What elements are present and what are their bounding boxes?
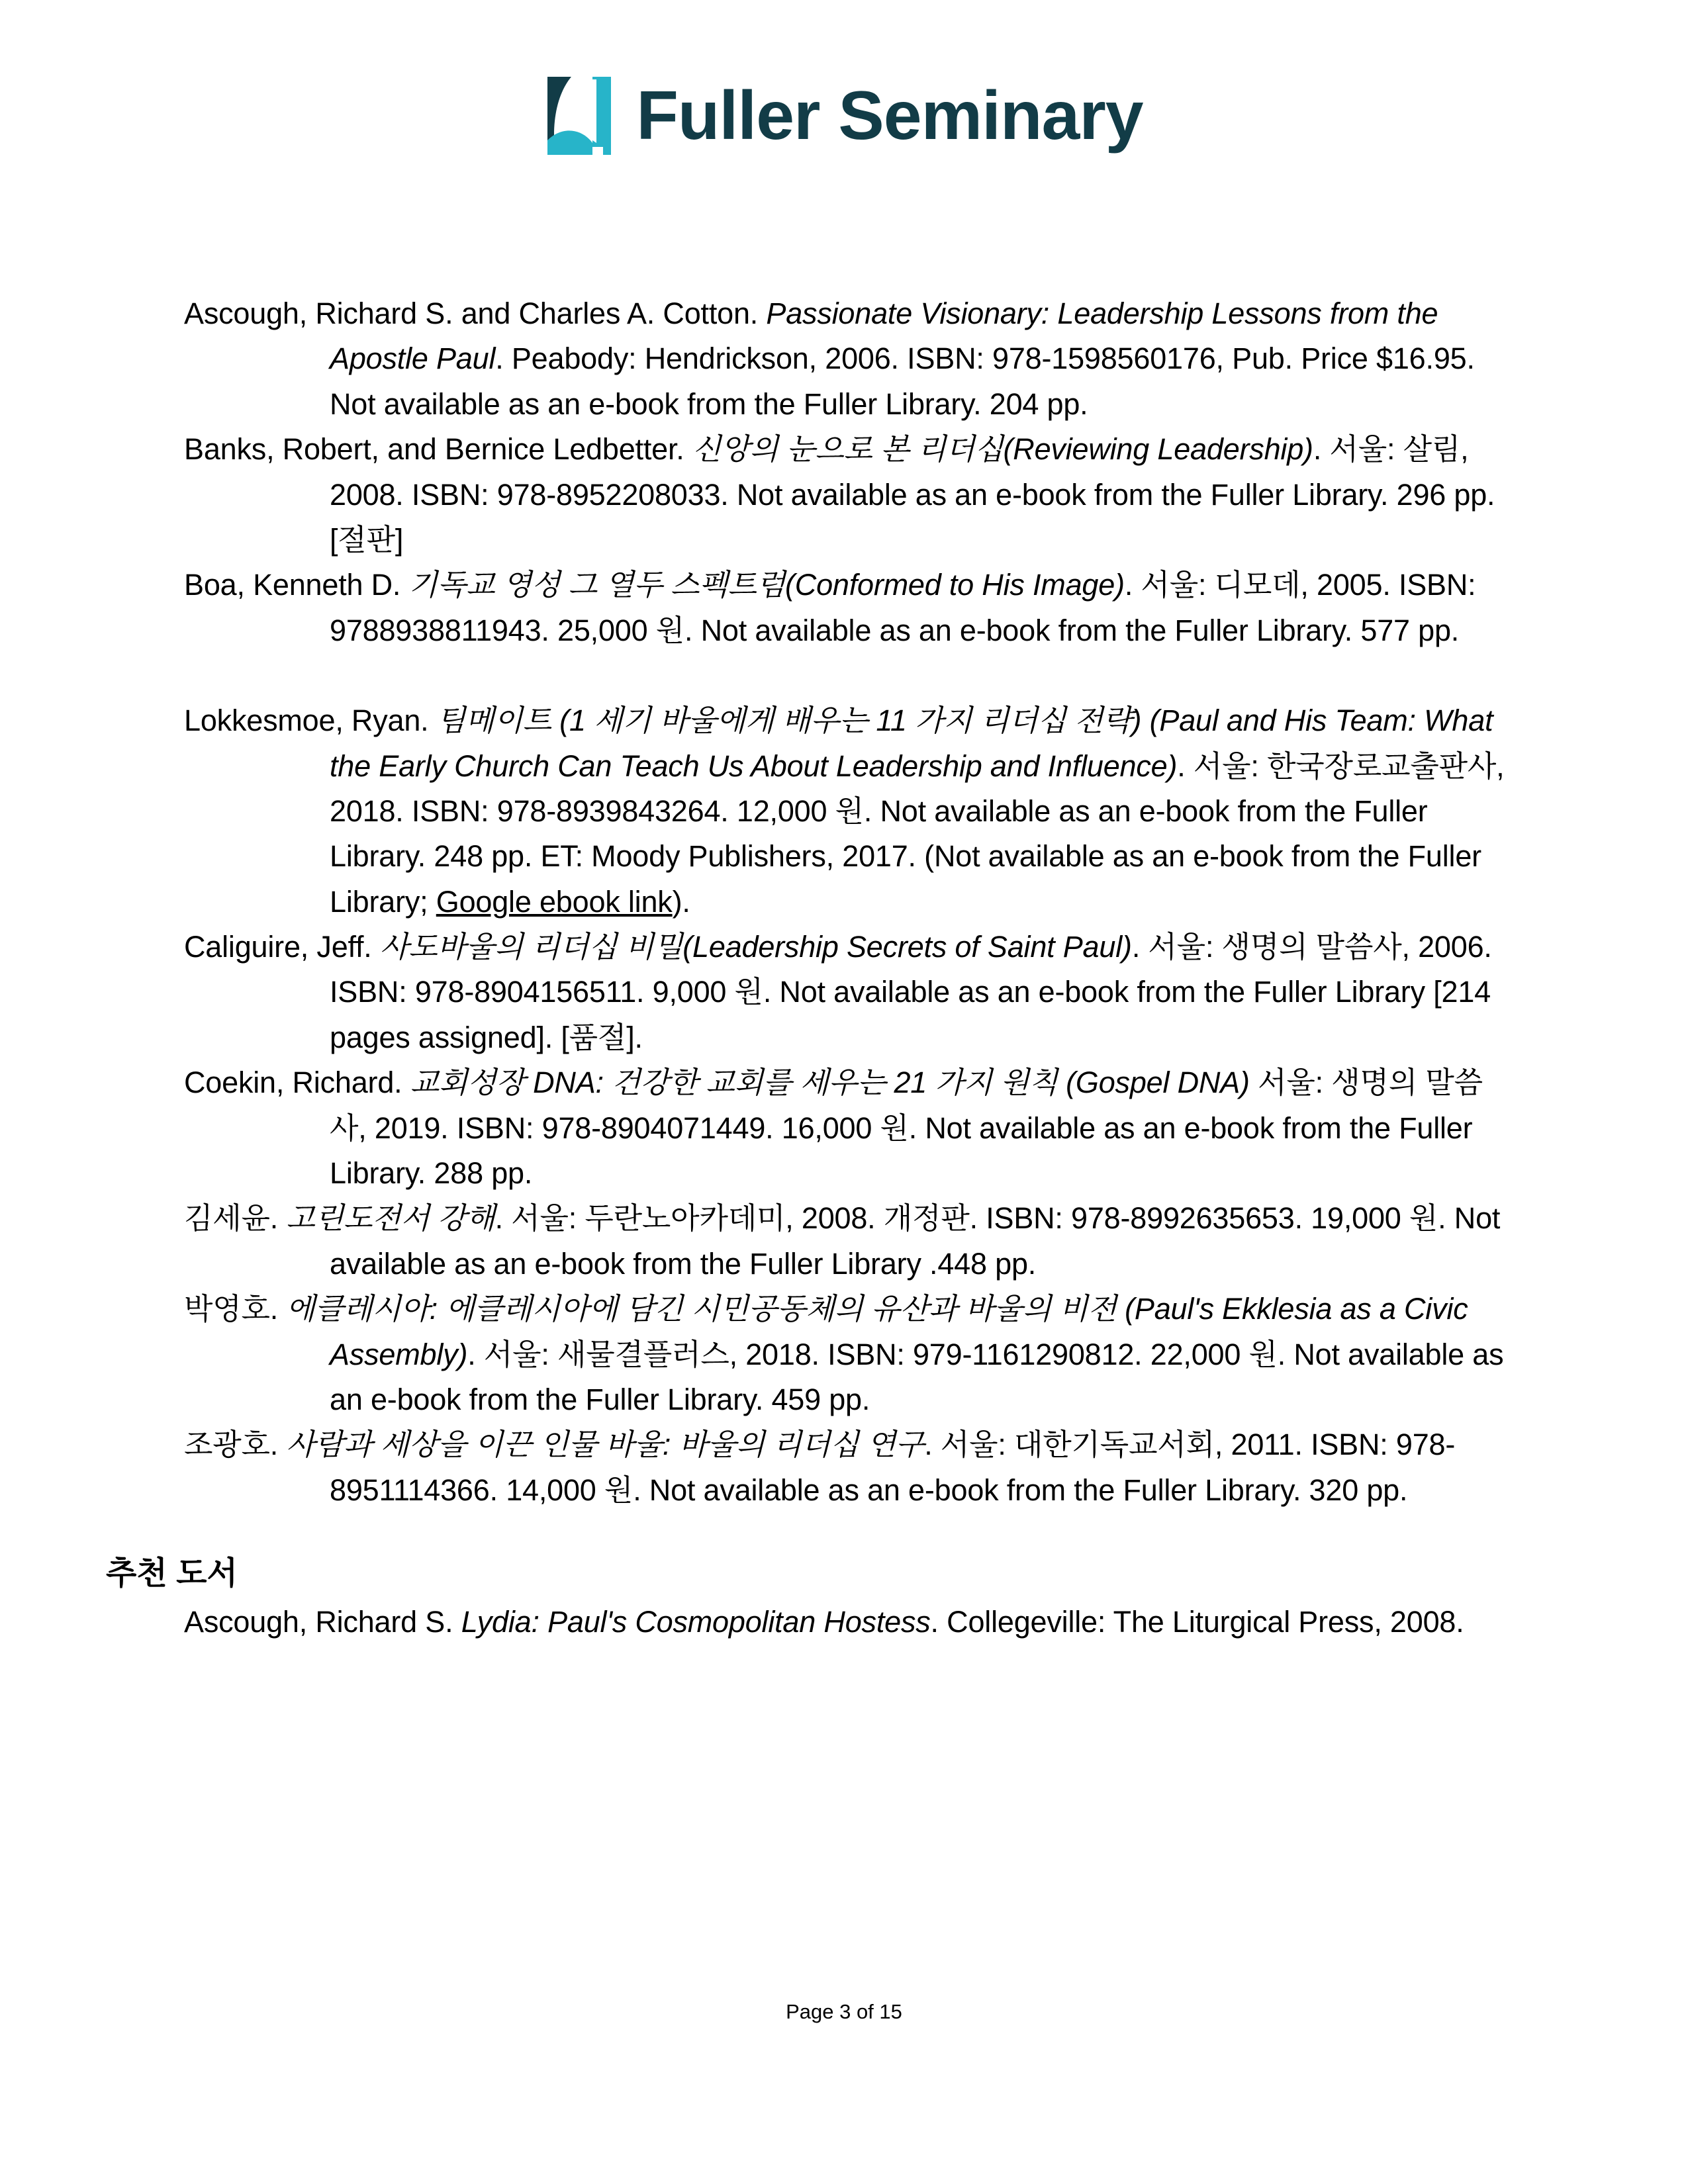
citation-entry — [184, 427, 1508, 563]
citation-author: Coekin, Richard. — [184, 1066, 410, 1100]
citation-title: Passionate Visionary: Leadership Lessons from the Apostle Paul — [330, 296, 1438, 376]
citation-title: 교회성장 DNA: 건강한 교회를 세우는 21 가지 원칙 (Gospel DNA) — [410, 1066, 1250, 1100]
bibliography-group-2 — [184, 698, 1508, 1513]
citation-author: Ascough, Richard S. — [184, 1605, 461, 1639]
citation-details: . 서울: 두란노아카데미, 2008. 개정판. ISBN: 978-8992635653. 19,000 원. Not available as an e-book from the Fuller Library .448 pp. — [330, 1201, 1501, 1281]
citation-title: 기독교 영성 그 열두 스펙트럼(Conformed to His Image) — [408, 568, 1125, 602]
citation-title: 사도바울의 리더십 비밀(Leadership Secrets of Saint Paul) — [379, 930, 1132, 964]
recommended-books-heading: 추천 도서 — [106, 1556, 238, 1592]
citation-author: 박영호. — [184, 1292, 287, 1326]
citation-title: 사람과 세상을 이끈 인물 바울: 바울의 리더십 연구 — [286, 1428, 925, 1462]
fuller-book-logo-icon — [545, 74, 616, 158]
page-number-label: Page 3 of 15 — [786, 2000, 902, 2023]
bibliography-group-1 — [184, 291, 1508, 653]
logo-wordmark: Fuller Seminary — [636, 77, 1143, 154]
page-footer — [0, 2000, 1688, 2024]
citation-entry — [184, 925, 1508, 1060]
citation-details: . Peabody: Hendrickson, 2006. ISBN: 978-1598560176, Pub. Price $16.95. Not available as an e-book from the Fuller Library. 204 pp. — [330, 341, 1475, 421]
citation-author: Banks, Robert, and Bernice Ledbetter. — [184, 432, 692, 467]
google-ebook-link[interactable]: Google ebook link — [436, 884, 673, 919]
citation-details: . 서울: 한국장로교출판사, 2018. ISBN: 978-8939843264. 12,000 원. Not available as an e-book from the Fuller Library. 248 pp. ET: Moody Publishers, 2017. (Not available as an e-book from the Fuller Library; — [330, 749, 1505, 919]
citation-entry — [184, 291, 1508, 427]
citation-author: 조광호. — [184, 1428, 287, 1462]
recommended-citation-entry — [184, 1600, 1508, 1645]
citation-author: Ascough, Richard S. and Charles A. Cotton. — [184, 296, 767, 330]
citation-details: . 서울: 살림, 2008. ISBN: 978-8952208033. Not available as an e-book from the Fuller Library. 296 pp. [절판] — [330, 432, 1495, 557]
citation-details: . 서울: 대한기독교서회, 2011. ISBN: 978-8951114366. 14,000 원. Not available as an e-book from the Fuller Library. 320 pp. — [330, 1428, 1456, 1507]
paragraph-gap — [184, 653, 1508, 698]
citation-entry — [184, 563, 1508, 653]
citation-entry — [184, 698, 1508, 925]
bibliography-body — [106, 291, 1508, 1645]
citation-entry — [184, 1060, 1508, 1196]
citation-details: . 서울: 생명의 말씀사, 2006. ISBN: 978-8904156511. 9,000 원. Not available as an e-book from the Fuller Library [214 pages assigned]. [품절]. — [330, 930, 1492, 1054]
citation-title: 신앙의 눈으로 본 리더십(Reviewing Leadership) — [692, 432, 1313, 467]
citation-details: . Collegeville: The Liturgical Press, 2008. — [930, 1605, 1464, 1639]
citation-details: . 서울: 디모데, 2005. ISBN: 9788938811943. 25,000 원. Not available as an e-book from the Fuller Library. 577 pp. — [330, 568, 1476, 647]
citation-title: 팀메이트 (1 세기 바울에게 배우는 11 가지 리더십 전략) (Paul and His Team: What the Early Church Can Teach Us About Leadership and Influence) — [330, 704, 1493, 783]
citation-title: Lydia: Paul's Cosmopolitan Hostess — [461, 1605, 931, 1639]
citation-title: 에클레시아: 에클레시아에 담긴 시민공동체의 유산과 바울의 비전 (Paul's Ekklesia as a Civic Assembly) — [286, 1292, 1468, 1371]
citation-details: . 서울: 새물결플러스, 2018. ISBN: 979-1161290812. 22,000 원. Not available as an e-book from the Fuller Library. 459 pp. — [330, 1337, 1504, 1416]
citation-author: Lokkesmoe, Ryan. — [184, 704, 437, 738]
citation-details-tail: ). — [672, 884, 690, 919]
citation-title: 고린도전서 강해 — [286, 1201, 495, 1236]
fuller-seminary-logo — [0, 74, 1688, 158]
citation-author: 김세윤. — [184, 1201, 287, 1236]
citation-details: 서울: 생명의 말씀사, 2019. ISBN: 978-8904071449. 16,000 원. Not available as an e-book from the Fuller Library. 288 pp. — [330, 1066, 1483, 1191]
citation-entry — [184, 1287, 1508, 1422]
citation-entry — [184, 1422, 1508, 1513]
citation-author: Caliguire, Jeff. — [184, 930, 380, 964]
citation-author: Boa, Kenneth D. — [184, 568, 409, 602]
citation-entry — [184, 1196, 1508, 1287]
